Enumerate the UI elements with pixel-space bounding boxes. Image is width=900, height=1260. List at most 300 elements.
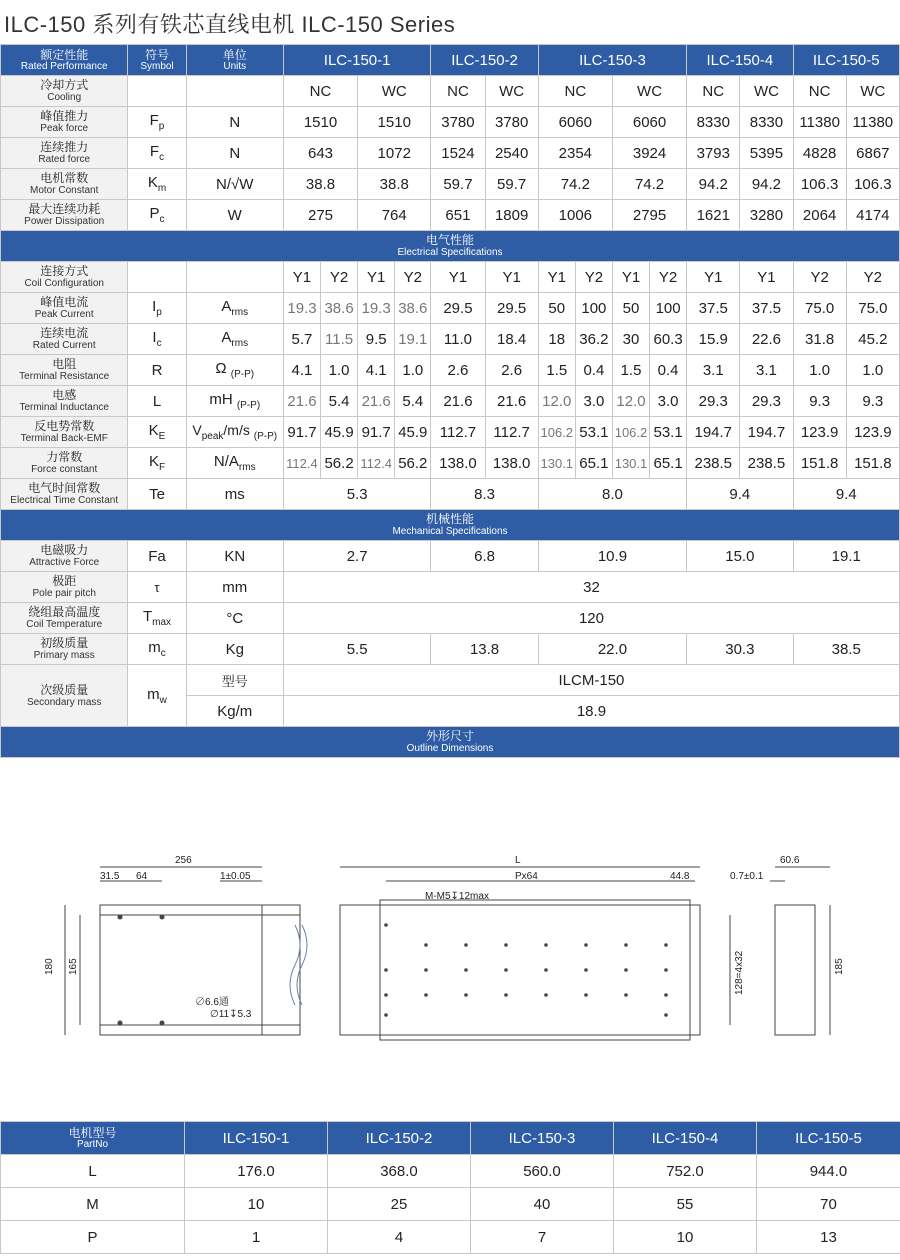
text-label: c xyxy=(159,214,165,225)
table-cell: R xyxy=(128,355,186,386)
table-cell xyxy=(128,200,186,231)
table-cell: 368.0 xyxy=(328,1155,471,1188)
table-cell: 1.5 xyxy=(538,355,575,386)
text-label: 冷却方式 xyxy=(40,78,89,92)
parts-row-L xyxy=(1,1155,900,1188)
dim-L: L xyxy=(515,855,521,866)
table-cell xyxy=(186,293,283,324)
table-cell: 1.0 xyxy=(395,355,431,386)
table-cell: 5.4 xyxy=(321,386,358,417)
table-cell: Y2 xyxy=(793,262,846,293)
table-cell xyxy=(128,448,186,479)
table-cell: 60.3 xyxy=(650,324,687,355)
table-cell xyxy=(1,76,128,107)
table-cell: NC xyxy=(687,76,740,107)
table-cell: 10.9 xyxy=(538,541,686,572)
table-cell xyxy=(1,510,900,541)
table-cell xyxy=(1,1122,185,1155)
text-label: Motor Constant xyxy=(30,185,99,196)
table-cell: 38.6 xyxy=(321,293,358,324)
dim-60-6: 60.6 xyxy=(780,855,800,866)
table-cell: 2540 xyxy=(485,138,538,169)
table-cell: W xyxy=(186,200,283,231)
table-cell: 1524 xyxy=(431,138,485,169)
table-cell: 1 xyxy=(185,1221,328,1254)
table-cell xyxy=(1,417,128,448)
table-cell: 194.7 xyxy=(687,417,740,448)
table-cell: 106.3 xyxy=(846,169,899,200)
table-cell: 0.4 xyxy=(575,355,612,386)
table-cell: 151.8 xyxy=(846,448,899,479)
table-cell: 4.1 xyxy=(283,355,320,386)
table-cell: 1006 xyxy=(538,200,612,231)
table-cell xyxy=(1,355,128,386)
parts-header xyxy=(1,1122,900,1155)
table-cell: 31.8 xyxy=(793,324,846,355)
table-cell: 9.3 xyxy=(846,386,899,417)
table-cell: 38.5 xyxy=(793,634,899,665)
table-cell: 8330 xyxy=(740,107,793,138)
text-label: (P-P) xyxy=(230,369,255,380)
table-cell: 65.1 xyxy=(650,448,687,479)
table-cell: KN xyxy=(186,541,283,572)
table-cell: 9.3 xyxy=(793,386,846,417)
table-cell: 55 xyxy=(614,1188,757,1221)
table-cell: 4174 xyxy=(846,200,899,231)
table-cell xyxy=(1,634,128,665)
table-cell: 8.0 xyxy=(538,479,686,510)
table-cell: 5.7 xyxy=(283,324,320,355)
table-cell xyxy=(186,262,283,293)
table-cell: 38.8 xyxy=(283,169,357,200)
table-cell: 59.7 xyxy=(485,169,538,200)
table-cell: 6060 xyxy=(612,107,686,138)
table-cell: 11380 xyxy=(846,107,899,138)
text-label: 极距 xyxy=(52,574,77,588)
text-label: I xyxy=(152,329,157,346)
header-row xyxy=(1,45,900,76)
table-cell: 74.2 xyxy=(612,169,686,200)
text-label: Peak force xyxy=(40,123,89,134)
left-view-body xyxy=(100,905,300,1035)
dim-44-8: 44.8 xyxy=(670,871,690,882)
table-cell: 3924 xyxy=(612,138,686,169)
table-cell: 752.0 xyxy=(614,1155,757,1188)
table-cell: 560.0 xyxy=(471,1155,614,1188)
table-cell: 9.4 xyxy=(793,479,899,510)
text-label: m xyxy=(147,685,160,703)
text-label: c xyxy=(160,648,166,659)
table-cell: 3.1 xyxy=(687,355,740,386)
dim-185: 185 xyxy=(834,958,845,975)
table-cell: 651 xyxy=(431,200,485,231)
text-label: V xyxy=(192,422,202,439)
table-cell: °C xyxy=(186,603,283,634)
table-cell xyxy=(1,169,128,200)
text-label: Coil Temperature xyxy=(26,619,103,630)
hole-note-2: ∅11↧5.3 xyxy=(210,1009,252,1020)
table-cell: 10 xyxy=(614,1221,757,1254)
text-label: A xyxy=(221,329,232,346)
table-cell: 29.3 xyxy=(687,386,740,417)
table-cell: 238.5 xyxy=(740,448,793,479)
table-cell: 275 xyxy=(283,200,357,231)
table-cell: Y1 xyxy=(358,262,395,293)
text-label: E xyxy=(158,431,166,442)
text-label: m xyxy=(157,183,167,194)
table-cell: 18 xyxy=(538,324,575,355)
text-label: Attractive Force xyxy=(29,557,100,568)
table-cell: 91.7 xyxy=(358,417,395,448)
table-cell xyxy=(128,262,186,293)
table-cell: ILC-150-5 xyxy=(757,1122,900,1155)
header-model-1: ILC-150-1 xyxy=(283,45,430,76)
table-cell xyxy=(1,138,128,169)
table-cell xyxy=(128,293,186,324)
table-cell: ILCM-150 xyxy=(283,665,899,696)
table-cell: 50 xyxy=(612,293,649,324)
table-cell: 1.0 xyxy=(793,355,846,386)
text-label: mH xyxy=(209,391,233,408)
table-cell: 29.5 xyxy=(431,293,485,324)
table-cell: 100 xyxy=(575,293,612,324)
text-label: 电感 xyxy=(52,388,77,402)
table-cell: 106.2 xyxy=(612,417,649,448)
dim-165: 165 xyxy=(68,958,79,975)
table-cell: 19.1 xyxy=(793,541,899,572)
text-label: Terminal Inductance xyxy=(19,402,109,413)
table-cell: 6.8 xyxy=(431,541,538,572)
table-cell: 45.9 xyxy=(321,417,358,448)
table-cell: mm xyxy=(186,572,283,603)
table-cell: 112.4 xyxy=(283,448,320,479)
table-cell: 32 xyxy=(283,572,899,603)
table-cell: NC xyxy=(538,76,612,107)
table-cell: 3.0 xyxy=(575,386,612,417)
table-cell: 106.3 xyxy=(793,169,846,200)
table-cell: 30 xyxy=(612,324,649,355)
table-cell: Y1 xyxy=(612,262,649,293)
table-cell: 3280 xyxy=(740,200,793,231)
text-label: K xyxy=(148,422,159,439)
part-number-table xyxy=(0,1121,900,1254)
text-label: Electrical Specifications xyxy=(397,247,503,258)
table-cell: 3.0 xyxy=(650,386,687,417)
row-power-dissipation xyxy=(1,200,900,231)
text-label: Outline Dimensions xyxy=(406,743,494,754)
table-cell: 53.1 xyxy=(650,417,687,448)
text-label: 电气性能 xyxy=(425,233,474,247)
text-label: P xyxy=(149,205,160,222)
text-label: 峰值推力 xyxy=(40,109,89,123)
dim-128: 128=4x32 xyxy=(734,950,745,995)
table-cell: 130.1 xyxy=(538,448,575,479)
table-cell: 112.4 xyxy=(358,448,395,479)
table-cell: 1.0 xyxy=(321,355,358,386)
row-coil-config xyxy=(1,262,900,293)
row-back-emf xyxy=(1,417,900,448)
text-label: 连接方式 xyxy=(40,264,89,278)
text-label: 次级质量 xyxy=(40,682,89,697)
text-label: Secondary mass xyxy=(26,696,102,708)
header-model-5: ILC-150-5 xyxy=(793,45,899,76)
text-label: 单位 xyxy=(222,47,247,62)
table-cell xyxy=(128,417,186,448)
text-label: F xyxy=(149,112,159,129)
table-cell: 40 xyxy=(471,1188,614,1221)
table-cell: 10 xyxy=(185,1188,328,1221)
table-cell: 194.7 xyxy=(740,417,793,448)
row-time-constant xyxy=(1,479,900,510)
table-cell: 123.9 xyxy=(846,417,899,448)
row-motor-constant xyxy=(1,169,900,200)
text-label: Units xyxy=(223,60,247,72)
table-cell: 74.2 xyxy=(538,169,612,200)
table-cell: NC xyxy=(793,76,846,107)
table-cell: M xyxy=(1,1188,185,1221)
table-cell: 30.3 xyxy=(687,634,793,665)
table-cell: 2.7 xyxy=(283,541,430,572)
table-cell: 29.5 xyxy=(485,293,538,324)
table-cell xyxy=(128,76,186,107)
section-electrical xyxy=(1,231,900,262)
text-label: 电磁吸力 xyxy=(40,543,89,557)
table-cell: Y2 xyxy=(395,262,431,293)
row-rated-current xyxy=(1,324,900,355)
text-label: F xyxy=(158,462,166,473)
table-cell: 12.0 xyxy=(612,386,649,417)
table-cell xyxy=(1,324,128,355)
table-cell: L xyxy=(1,1155,185,1188)
table-cell: 3780 xyxy=(431,107,485,138)
table-cell: 15.9 xyxy=(687,324,740,355)
text-label: w xyxy=(159,694,167,706)
text-label: Rated Performance xyxy=(20,60,108,72)
table-cell: Y1 xyxy=(740,262,793,293)
table-cell: L xyxy=(128,386,186,417)
side-view-body xyxy=(775,905,815,1035)
table-cell: 21.6 xyxy=(358,386,395,417)
row-pole-pitch xyxy=(1,572,900,603)
text-label: T xyxy=(142,608,153,625)
row-resistance xyxy=(1,355,900,386)
table-cell: 37.5 xyxy=(740,293,793,324)
text-label: Terminal Back-EMF xyxy=(20,433,108,444)
header-model-2: ILC-150-2 xyxy=(431,45,538,76)
row-cooling xyxy=(1,76,900,107)
table-cell xyxy=(186,355,283,386)
table-cell: 19.3 xyxy=(283,293,320,324)
table-cell xyxy=(128,634,186,665)
text-label: Peak Current xyxy=(34,309,94,320)
table-cell: 100 xyxy=(650,293,687,324)
table-cell xyxy=(186,386,283,417)
table-cell: 764 xyxy=(358,200,431,231)
row-force-constant xyxy=(1,448,900,479)
table-cell: 36.2 xyxy=(575,324,612,355)
table-cell xyxy=(1,448,128,479)
table-cell: 6867 xyxy=(846,138,899,169)
table-cell xyxy=(186,448,283,479)
text-label: N/A xyxy=(213,453,239,470)
text-label: Pole pair pitch xyxy=(32,588,96,599)
outline-drawing xyxy=(40,845,870,1050)
table-cell: 123.9 xyxy=(793,417,846,448)
table-cell: 4 xyxy=(328,1221,471,1254)
table-cell: 18.4 xyxy=(485,324,538,355)
text-label: K xyxy=(147,174,158,191)
table-cell xyxy=(1,572,128,603)
table-cell: P xyxy=(1,1221,185,1254)
row-coil-temp xyxy=(1,603,900,634)
table-cell: 3780 xyxy=(485,107,538,138)
table-cell: Y1 xyxy=(283,262,320,293)
text-label: Symbol xyxy=(140,60,174,72)
table-cell: 53.1 xyxy=(575,417,612,448)
row-inductance xyxy=(1,386,900,417)
text-label: Coil Configuration xyxy=(24,278,104,289)
text-label: 电气时间常数 xyxy=(28,481,101,495)
table-cell: 5.3 xyxy=(283,479,430,510)
table-cell: N/√W xyxy=(186,169,283,200)
table-cell: 94.2 xyxy=(687,169,740,200)
table-cell: 56.2 xyxy=(321,448,358,479)
table-cell: 3.1 xyxy=(740,355,793,386)
table-cell: 2.6 xyxy=(431,355,485,386)
header-model-3: ILC-150-3 xyxy=(538,45,686,76)
table-cell: 1621 xyxy=(687,200,740,231)
table-cell: 138.0 xyxy=(485,448,538,479)
text-label: rms xyxy=(231,338,249,349)
table-cell xyxy=(128,107,186,138)
table-cell: 75.0 xyxy=(793,293,846,324)
table-cell: 130.1 xyxy=(612,448,649,479)
table-cell: 1072 xyxy=(358,138,431,169)
table-cell: Kg xyxy=(186,634,283,665)
table-cell xyxy=(1,386,128,417)
table-cell: 70 xyxy=(757,1188,900,1221)
table-cell xyxy=(1,541,128,572)
table-cell xyxy=(128,138,186,169)
text-label: 连续推力 xyxy=(40,140,89,154)
table-cell: WC xyxy=(740,76,793,107)
row-secondary-mass-1 xyxy=(1,665,900,696)
dim-256: 256 xyxy=(175,855,192,866)
text-label: 额定性能 xyxy=(40,47,89,62)
row-attractive-force xyxy=(1,541,900,572)
table-cell: 4828 xyxy=(793,138,846,169)
table-cell: 2064 xyxy=(793,200,846,231)
section-outline xyxy=(1,727,900,758)
text-label: Mechanical Specifications xyxy=(392,526,508,537)
table-cell: NC xyxy=(431,76,485,107)
table-cell: 5.4 xyxy=(395,386,431,417)
header-rated xyxy=(1,45,128,76)
table-cell: Fa xyxy=(128,541,186,572)
table-cell: 18.9 xyxy=(283,696,899,727)
table-cell: 25 xyxy=(328,1188,471,1221)
table-cell: 2795 xyxy=(612,200,686,231)
header-units xyxy=(186,45,283,76)
table-cell: 7 xyxy=(471,1221,614,1254)
table-cell: ILC-150-4 xyxy=(614,1122,757,1155)
table-cell: 11380 xyxy=(793,107,846,138)
text-label: max xyxy=(152,617,172,628)
table-cell xyxy=(1,200,128,231)
table-cell xyxy=(128,603,186,634)
text-label: p xyxy=(158,121,165,132)
table-cell: 643 xyxy=(283,138,357,169)
text-label: (P-P) xyxy=(236,400,261,411)
table-cell: 238.5 xyxy=(687,448,740,479)
table-cell xyxy=(128,324,186,355)
dim-px64: Px64 xyxy=(515,871,538,882)
text-label: 电阻 xyxy=(52,357,77,371)
table-cell: 5.5 xyxy=(283,634,430,665)
table-cell: ILC-150-2 xyxy=(328,1122,471,1155)
text-label: 电机常数 xyxy=(40,171,89,185)
table-cell: Te xyxy=(128,479,186,510)
table-cell: 19.1 xyxy=(395,324,431,355)
table-cell: N xyxy=(186,107,283,138)
row-primary-mass xyxy=(1,634,900,665)
text-label: 外形尺寸 xyxy=(425,729,474,743)
text-label: rms xyxy=(231,307,249,318)
table-cell: 50 xyxy=(538,293,575,324)
text-label: 符号 xyxy=(144,47,169,62)
table-cell: 13 xyxy=(757,1221,900,1254)
table-cell xyxy=(128,169,186,200)
table-cell: 2.6 xyxy=(485,355,538,386)
table-cell: 21.6 xyxy=(431,386,485,417)
dim-0-7: 0.7±0.1 xyxy=(730,871,764,882)
text-label: peak xyxy=(201,430,224,442)
parts-row-M xyxy=(1,1188,900,1221)
table-cell: 21.6 xyxy=(485,386,538,417)
row-peak-force xyxy=(1,107,900,138)
text-label: Rated Current xyxy=(32,340,96,351)
table-cell: 13.8 xyxy=(431,634,538,665)
table-cell: 56.2 xyxy=(395,448,431,479)
dim-64: 64 xyxy=(136,871,148,882)
table-cell: Y1 xyxy=(538,262,575,293)
table-cell: 3793 xyxy=(687,138,740,169)
table-cell: 176.0 xyxy=(185,1155,328,1188)
table-cell: NC xyxy=(283,76,357,107)
table-cell: WC xyxy=(485,76,538,107)
table-cell: 944.0 xyxy=(757,1155,900,1188)
table-cell xyxy=(186,417,283,448)
table-cell: 2354 xyxy=(538,138,612,169)
text-label: 峰值电流 xyxy=(40,295,89,309)
table-cell: Y2 xyxy=(575,262,612,293)
table-cell: ILC-150-1 xyxy=(185,1122,328,1155)
text-label: rms xyxy=(238,462,256,473)
row-peak-current xyxy=(1,293,900,324)
table-cell: 22.0 xyxy=(538,634,686,665)
table-cell: 37.5 xyxy=(687,293,740,324)
table-cell xyxy=(1,665,128,727)
spec-table xyxy=(0,44,900,758)
text-label: Primary mass xyxy=(33,650,95,661)
table-cell: Y1 xyxy=(687,262,740,293)
text-label: K xyxy=(148,453,159,470)
text-label: 最大连续功耗 xyxy=(28,202,101,216)
section-mechanical xyxy=(1,510,900,541)
text-label: 连续电流 xyxy=(40,326,89,340)
text-label: A xyxy=(221,298,232,315)
text-label: Ω xyxy=(215,360,227,377)
